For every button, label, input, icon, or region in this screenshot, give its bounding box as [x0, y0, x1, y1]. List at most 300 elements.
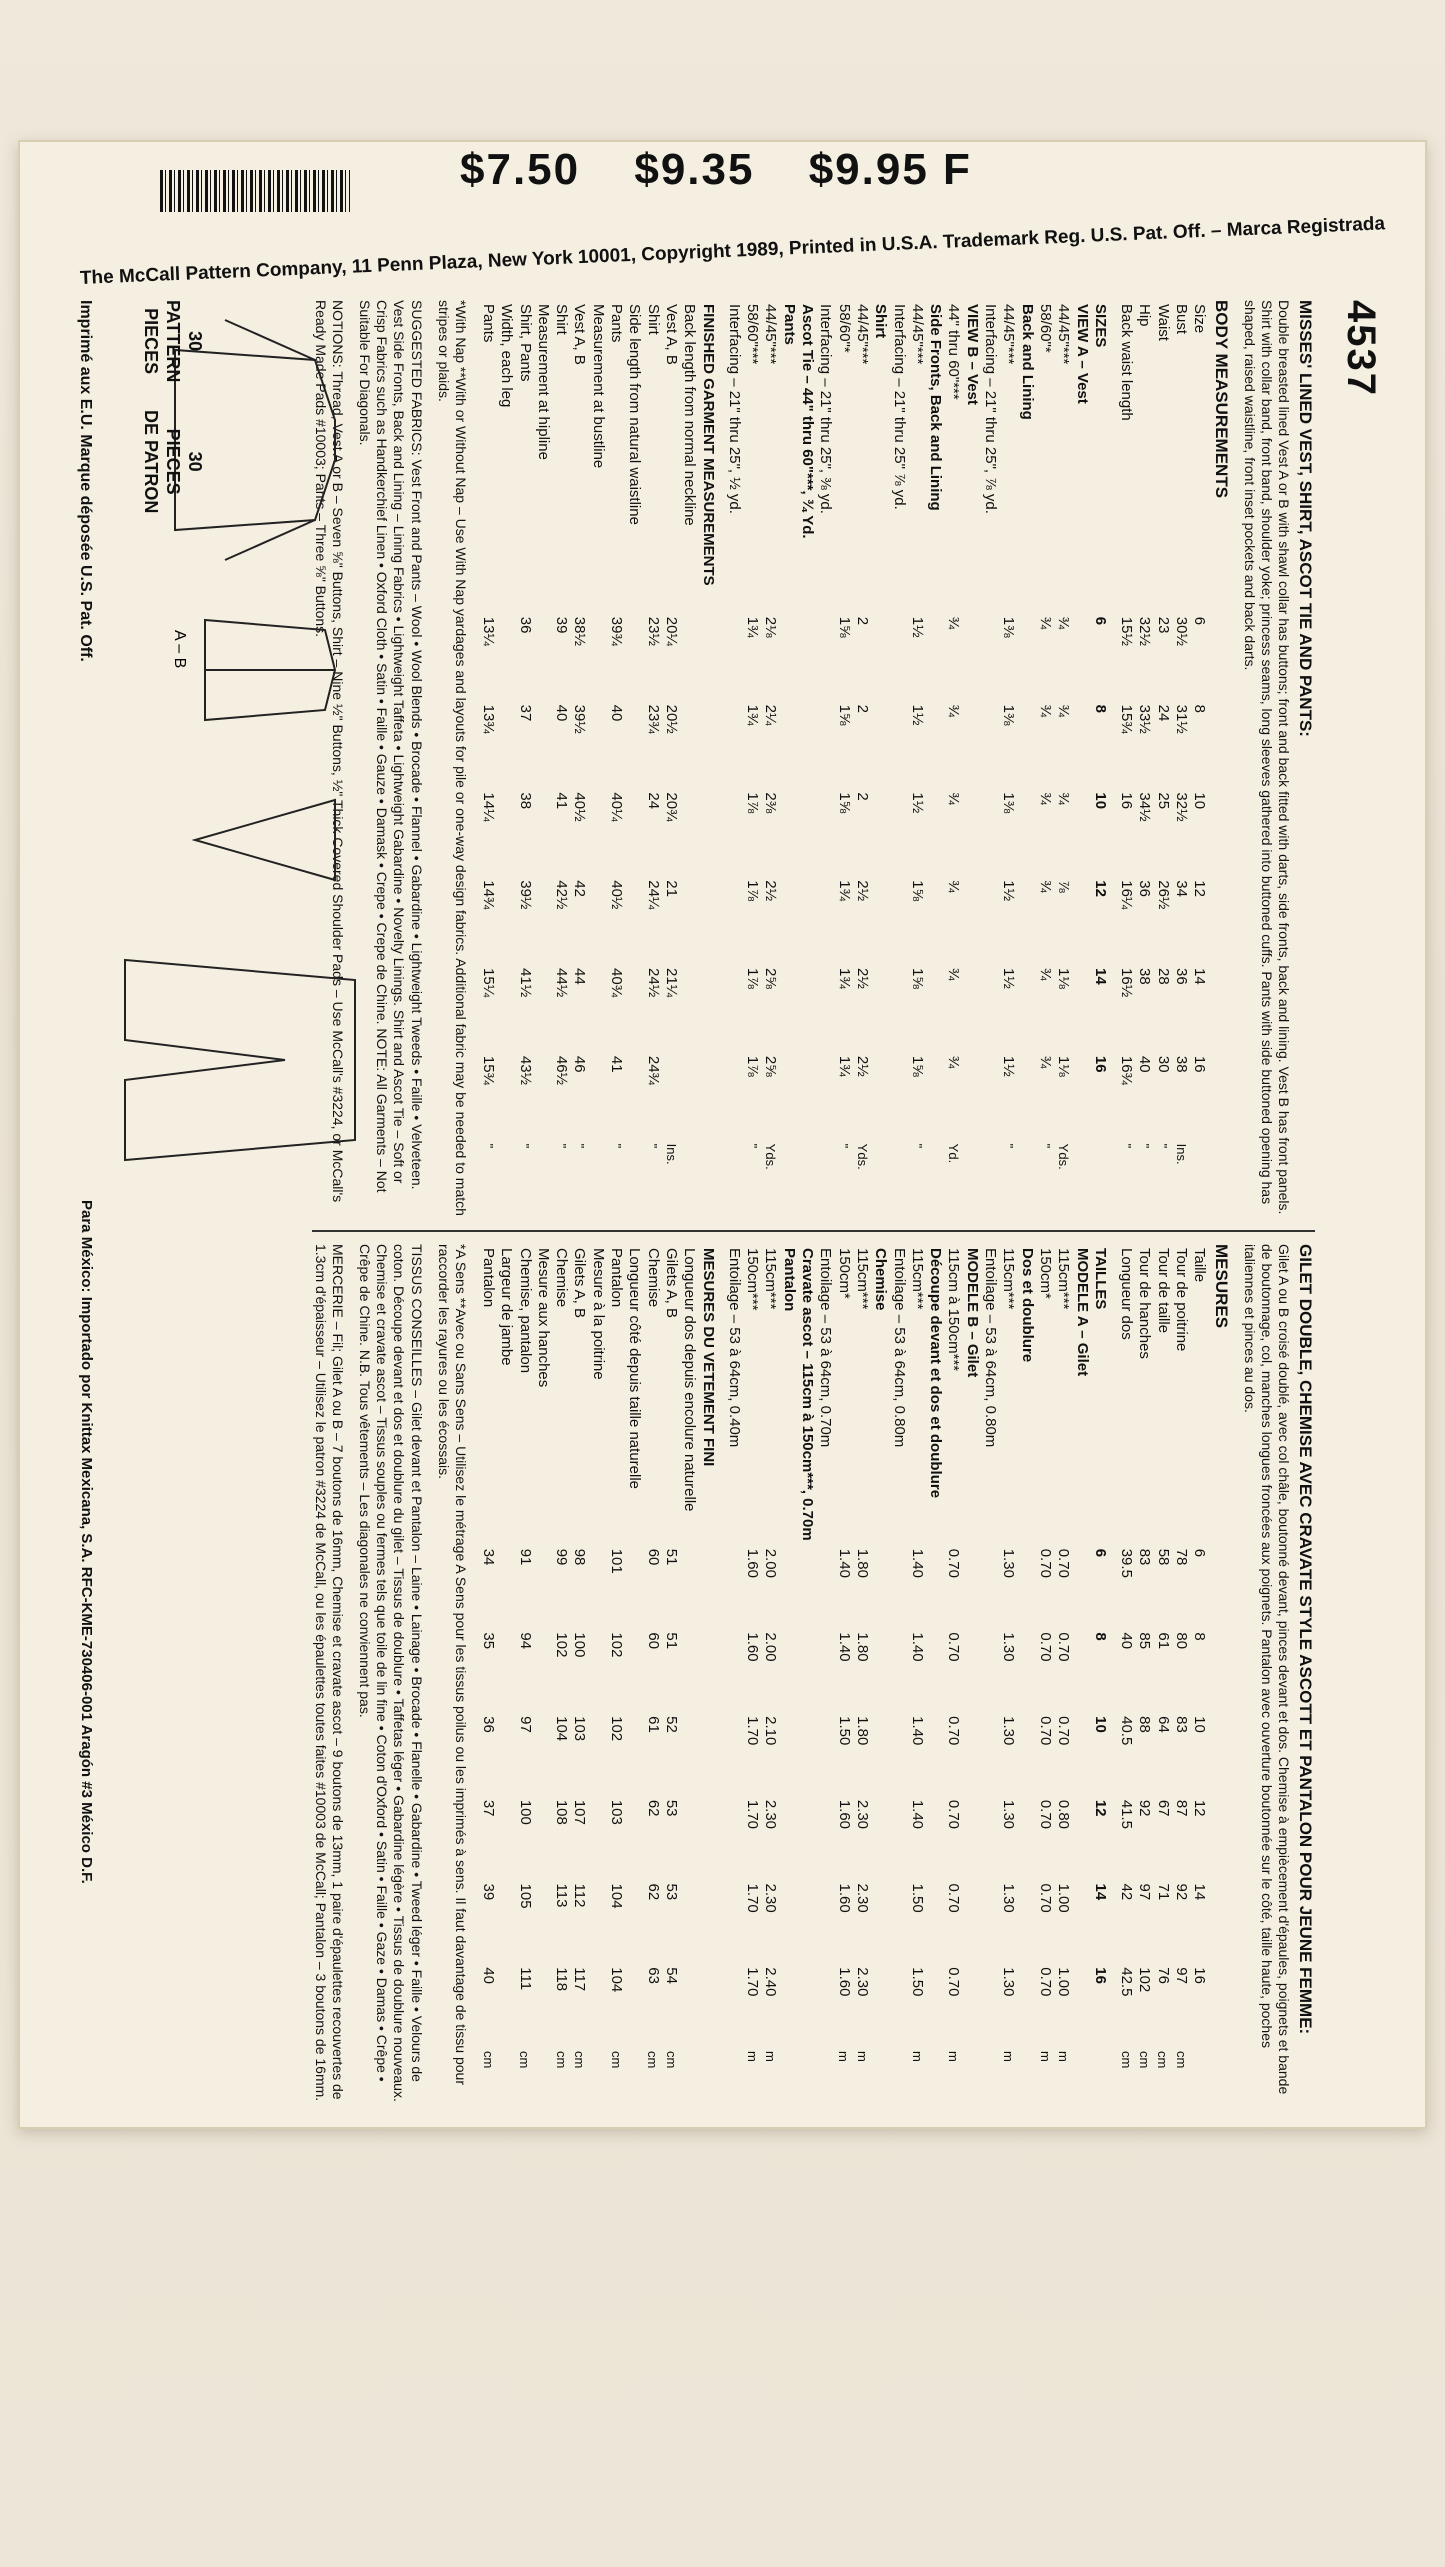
- row-value: 34½: [1136, 792, 1154, 822]
- row-value: [962, 876, 980, 964]
- row-value: 58: [1154, 1548, 1172, 1566]
- row-value: 0.70: [1036, 1632, 1054, 1662]
- row-label: Pantalon: [780, 1248, 798, 1312]
- row-value: [1072, 701, 1090, 789]
- row-value: 2: [853, 704, 871, 713]
- row-value: 102: [608, 1632, 626, 1658]
- measurement-row: [1153, 300, 1171, 1220]
- row-value: [698, 1052, 724, 1140]
- row-value: [625, 1545, 643, 1629]
- french-body-header: MESURES: [1212, 1244, 1232, 1329]
- row-value: 2⅜: [762, 792, 780, 814]
- row-label: Interfacing – 21" thru 25", ⅜ yd.: [817, 304, 835, 514]
- row-unit: [816, 1140, 834, 1220]
- row-value: 2.30: [853, 1967, 871, 1997]
- row-label: Measurement at hipline: [534, 304, 552, 460]
- row-value: ¾: [1036, 616, 1054, 630]
- row-label: VIEW B – Vest: [963, 304, 981, 405]
- row-value: 41: [553, 792, 571, 810]
- row-value: 97: [1173, 1967, 1190, 1984]
- row-unit: [680, 2047, 698, 2104]
- row-value: [625, 1796, 643, 1880]
- row-label: Side length from natural waistline: [626, 304, 644, 525]
- row-value: [589, 876, 607, 964]
- row-value: [1072, 964, 1090, 1052]
- row-value: [871, 1712, 889, 1796]
- row-value: 1⅝: [835, 616, 853, 638]
- row-value: [534, 964, 552, 1052]
- row-value: 2½: [762, 880, 780, 902]
- row-unit: m: [909, 2050, 925, 2062]
- row-value: [816, 1796, 834, 1880]
- row-value: [497, 1712, 515, 1796]
- row-value: [725, 1880, 743, 1964]
- row-value: 0.70: [1055, 1716, 1073, 1746]
- row-value: 2.30: [762, 1799, 780, 1830]
- row-value: 102: [1136, 1967, 1154, 1993]
- row-value: 102: [608, 1716, 626, 1742]
- pieces-label-2: PIECES: [141, 308, 162, 375]
- pieces-label-fr-1: PIECES: [163, 428, 184, 495]
- row-value: [962, 1880, 980, 1964]
- row-value: 34: [480, 1548, 498, 1566]
- row-value: [798, 788, 816, 876]
- row-value: [816, 964, 834, 1052]
- measurement-row: [1172, 300, 1190, 1220]
- row-value: 1.40: [835, 1632, 853, 1662]
- row-value: [1072, 1712, 1090, 1796]
- measurement-row: [662, 300, 680, 1220]
- row-label: Cravate ascot – 115cm à 150cm***, 0.70m: [799, 1248, 817, 1541]
- row-value: 46½: [553, 1055, 571, 1086]
- measurement-row: [1091, 1244, 1117, 2104]
- row-unit: m: [854, 2050, 870, 2062]
- row-value: 118: [553, 1967, 571, 1992]
- row-value: 78: [1173, 1548, 1190, 1566]
- row-label: Chemise: [872, 1248, 890, 1311]
- row-label: 44/45"***: [853, 304, 871, 365]
- row-value: [1072, 876, 1090, 964]
- row-label: Mesure aux hanches: [534, 1248, 552, 1388]
- row-unit: Yd.: [946, 1143, 962, 1164]
- row-unit: [1017, 1140, 1035, 1220]
- row-value: [926, 613, 944, 701]
- measurement-row: [479, 1244, 497, 2104]
- row-value: [680, 613, 698, 701]
- row-value: [1072, 1963, 1090, 2047]
- row-label: Interfacing – 21" thru 25", ⅞ yd.: [982, 304, 1000, 514]
- row-value: 63: [644, 1967, 662, 1984]
- french-fabrics: TISSUS CONSEILLES – Gilet devant et Pantalon – Laine • Lainage • Brocade • Flanelle • Gabardine • Tweed léger • Faille • Velours de coton. Découpe devant et dos et doublure du gilet – Tissus de doublure • Taffetas léger • Gabardine légère • Tissus de doublure nouveaux. Chemise et cravate ascot – Tissus souples ou fermes tels que toile de lin fine • Coton d'Oxford • Satin • Faille • Gaze • Damas • Crêpe • Crêpe de Chine. N.B. Tous vêtements – Les diagonales ne conviennent pas.: [357, 1244, 425, 2102]
- row-value: 39½: [571, 704, 589, 734]
- measurement-row: [662, 1244, 680, 2104]
- row-label: Waist: [1154, 304, 1172, 341]
- row-label: 150cm***: [744, 1248, 762, 1311]
- row-value: 53: [662, 1799, 680, 1817]
- row-value: 15½: [1118, 616, 1136, 646]
- row-value: ¾: [945, 704, 963, 718]
- pattern-number: 4537: [1339, 300, 1383, 397]
- row-value: [725, 1796, 743, 1880]
- row-value: 60: [644, 1632, 662, 1650]
- row-value: 62: [644, 1799, 662, 1817]
- row-value: 39: [553, 616, 571, 634]
- row-value: 1¾: [835, 1055, 853, 1077]
- row-value: 14¾: [480, 880, 498, 910]
- row-unit: ": [517, 1143, 533, 1149]
- row-value: 1.60: [835, 1967, 853, 1997]
- row-value: 38: [1136, 968, 1154, 985]
- row-value: [725, 1712, 743, 1796]
- row-value: [1072, 1545, 1090, 1629]
- row-value: [889, 1963, 907, 2047]
- row-value: 2½: [853, 880, 871, 902]
- row-value: 99: [553, 1548, 571, 1566]
- company-line: The McCall Pattern Company, 11 Penn Plaza, New York 10001, Copyright 1989, Printed in U.S.A. Trademark Reg. U.S. Pat. Off. – Marca Registrada: [79, 213, 1386, 289]
- row-label: Back waist length: [1118, 304, 1136, 421]
- row-value: [816, 876, 834, 964]
- measurement-row: [552, 300, 570, 1220]
- row-unit: [871, 2047, 889, 2104]
- row-value: 13¾: [480, 704, 498, 734]
- row-unit: [625, 1140, 643, 1220]
- row-value: [962, 1052, 980, 1140]
- measurement-row: [816, 1244, 834, 2104]
- measurement-row: [926, 1244, 944, 2104]
- row-unit: [625, 2047, 643, 2104]
- row-label: Mesure à la poitrine: [589, 1248, 607, 1380]
- row-unit: [497, 2047, 515, 2104]
- row-value: 40½: [608, 880, 626, 910]
- row-value: 20¾: [662, 792, 680, 822]
- row-unit: m: [744, 2050, 760, 2062]
- row-unit: [1190, 2047, 1208, 2104]
- row-value: [962, 1796, 980, 1880]
- row-value: 100: [571, 1632, 589, 1658]
- row-value: 60: [644, 1548, 662, 1566]
- row-value: 23¾: [644, 704, 662, 734]
- row-label: Back and Lining: [1018, 304, 1036, 420]
- row-value: 2½: [853, 968, 871, 989]
- row-value: 42: [571, 880, 589, 897]
- row-value: 14¼: [480, 792, 498, 822]
- measurement-row: [1091, 300, 1117, 1220]
- row-value: [926, 1545, 944, 1629]
- row-unit: ": [1001, 1143, 1017, 1149]
- row-value: [698, 701, 724, 789]
- row-value: [680, 788, 698, 876]
- row-value: [625, 1628, 643, 1712]
- row-value: 30½: [1173, 616, 1190, 646]
- row-value: [589, 1628, 607, 1712]
- row-value: 76: [1154, 1967, 1172, 1984]
- row-value: 94: [516, 1632, 534, 1650]
- row-value: [981, 1880, 999, 1964]
- row-value: [981, 1712, 999, 1796]
- measurement-row: [1117, 300, 1135, 1220]
- row-label: Taille: [1191, 1248, 1209, 1283]
- row-value: [926, 1880, 944, 1964]
- row-unit: [798, 2047, 816, 2104]
- row-unit: [889, 1140, 907, 1220]
- row-value: 24¾: [644, 1055, 662, 1086]
- row-value: 1½: [908, 616, 926, 638]
- row-value: 61: [1154, 1632, 1172, 1650]
- row-value: 100: [516, 1799, 534, 1825]
- pattern-pieces-count: [139, 300, 205, 382]
- row-value: [871, 1545, 889, 1629]
- row-value: 83: [1136, 1548, 1154, 1566]
- row-unit: [779, 2047, 797, 2104]
- row-value: [889, 1712, 907, 1796]
- row-unit: [962, 1140, 980, 1220]
- row-label: Dos et doublure: [1018, 1248, 1036, 1363]
- row-value: 1¾: [744, 704, 762, 726]
- row-value: [816, 613, 834, 701]
- french-notions: MERCERIE – Fil; Gilet A ou B – 7 boutons de 16mm, Chemise et cravate ascot – 9 boutons de 13mm, 1 paire d'épaulettes recouvertes de 1.3cm d'épaisseur – Utilisez le patron #3224 de McCall, ou les épaulettes toutes faites #10003 de McCall; Pantalon – 3 boutons de 16mm.: [313, 1244, 347, 2102]
- row-value: [779, 1052, 797, 1140]
- row-value: 85: [1136, 1632, 1154, 1650]
- row-value: [1072, 788, 1090, 876]
- row-label: Shirt: [872, 304, 890, 339]
- row-value: [534, 1052, 552, 1140]
- row-value: [981, 1052, 999, 1140]
- row-value: 113: [553, 1883, 571, 1908]
- row-value: [871, 613, 889, 701]
- measurement-row: [643, 300, 661, 1220]
- row-value: 16: [1118, 792, 1136, 810]
- row-value: [698, 964, 724, 1052]
- row-unit: ": [744, 1143, 760, 1149]
- row-value: 0.70: [1036, 1967, 1054, 1997]
- row-label: Longueur dos: [1118, 1248, 1136, 1340]
- row-value: 10: [1091, 792, 1109, 810]
- row-value: 15¼: [480, 968, 498, 998]
- row-unit: m: [946, 2050, 962, 2062]
- measurement-row: [1072, 1244, 1090, 2104]
- row-value: [981, 1545, 999, 1629]
- row-value: 1.50: [908, 1883, 926, 1913]
- row-value: [981, 1796, 999, 1880]
- row-unit: cm: [663, 2050, 679, 2069]
- row-value: [926, 701, 944, 789]
- row-unit: m: [836, 2050, 852, 2062]
- row-value: [625, 1712, 643, 1796]
- row-label: Pantalon: [480, 1248, 498, 1308]
- row-value: 2.30: [853, 1799, 871, 1830]
- row-value: 0.70: [1036, 1799, 1054, 1830]
- row-value: [962, 1963, 980, 2047]
- row-value: [871, 788, 889, 876]
- row-value: [926, 964, 944, 1052]
- row-unit: ": [1037, 1143, 1053, 1149]
- row-value: 2½: [853, 1055, 871, 1077]
- row-value: [779, 1545, 797, 1629]
- row-value: 2.30: [762, 1883, 780, 1913]
- row-unit: Ins.: [663, 1143, 679, 1165]
- row-value: 0.80: [1055, 1799, 1073, 1830]
- row-unit: ": [553, 1143, 569, 1149]
- row-value: 39¾: [608, 616, 626, 646]
- row-value: [1072, 1796, 1090, 1880]
- row-value: ¾: [1055, 792, 1073, 805]
- measurement-row: [908, 300, 926, 1220]
- row-unit: m: [763, 2050, 779, 2062]
- row-label: Shirt, Pants: [516, 304, 534, 382]
- row-value: 32½: [1173, 792, 1190, 822]
- row-value: [698, 876, 724, 964]
- measurement-row: [743, 1244, 761, 2104]
- row-value: [680, 1052, 698, 1140]
- row-value: 37: [480, 1799, 498, 1817]
- row-value: [534, 788, 552, 876]
- row-label: 115cm***: [762, 1248, 780, 1310]
- printed-in-footer: Imprimé aux E.U. Marque déposée U.S. Pat. Off.: [77, 300, 94, 662]
- row-unit: Ins.: [1173, 1143, 1189, 1165]
- row-value: 38½: [571, 616, 589, 646]
- measurement-row: [625, 300, 643, 1220]
- row-unit: [926, 2047, 944, 2104]
- row-value: [534, 1628, 552, 1712]
- row-value: [1017, 1712, 1035, 1796]
- row-unit: ": [1118, 1143, 1134, 1149]
- row-value: [1017, 701, 1035, 789]
- row-label: VIEW A – Vest: [1073, 304, 1091, 404]
- row-value: [589, 788, 607, 876]
- row-value: [725, 1052, 743, 1140]
- row-value: [962, 1545, 980, 1629]
- row-unit: [779, 1140, 797, 1220]
- row-value: 34: [1173, 880, 1190, 897]
- row-value: 1⅛: [1055, 968, 1073, 989]
- row-value: 20½: [662, 704, 680, 734]
- row-value: ¾: [1036, 792, 1054, 805]
- row-value: [497, 1545, 515, 1629]
- row-unit: cm: [572, 2050, 588, 2069]
- row-label: Gilets A, B: [662, 1248, 680, 1319]
- measurement-row: [1054, 300, 1072, 1220]
- row-label: 115cm***: [1055, 1248, 1073, 1310]
- row-value: [798, 1880, 816, 1964]
- row-unit: ": [1155, 1143, 1171, 1149]
- french-column: [312, 1230, 1315, 2104]
- row-value: [589, 1796, 607, 1880]
- measurement-row: [607, 1244, 625, 2104]
- row-value: 51: [662, 1632, 680, 1650]
- row-value: [534, 701, 552, 789]
- row-value: 80: [1173, 1632, 1190, 1650]
- row-label: Interfacing – 21" thru 25" ⅞ yd.: [890, 304, 908, 510]
- row-value: 52: [662, 1716, 680, 1733]
- row-value: [625, 876, 643, 964]
- row-unit: cm: [1118, 2050, 1134, 2069]
- row-value: [725, 964, 743, 1052]
- row-value: [816, 1545, 834, 1629]
- row-value: 12: [1191, 880, 1209, 897]
- row-value: 2: [853, 792, 871, 801]
- measurement-row: [515, 1244, 533, 2104]
- row-value: 40: [553, 704, 571, 722]
- row-value: 1⅜: [1000, 704, 1018, 726]
- row-value: 91: [516, 1548, 534, 1566]
- row-label: 58/60"***: [744, 304, 762, 365]
- row-value: 87: [1173, 1799, 1190, 1817]
- row-value: ¾: [1036, 968, 1054, 981]
- measurement-row: [497, 300, 515, 1220]
- row-value: 2.30: [853, 1883, 871, 1913]
- row-unit: [534, 1140, 552, 1220]
- row-value: [981, 964, 999, 1052]
- row-label: Entoilage – 53 à 64cm, 0.40m: [725, 1248, 743, 1448]
- row-value: 1.30: [1000, 1716, 1018, 1746]
- row-value: 1⅞: [744, 1055, 762, 1077]
- measurement-row: [680, 300, 698, 1220]
- measurement-row: [589, 300, 607, 1220]
- row-value: 44: [571, 968, 589, 985]
- row-value: ¾: [1055, 704, 1073, 718]
- measurement-row: [889, 300, 907, 1220]
- row-value: 1⅛: [1055, 1055, 1073, 1077]
- row-label: Shirt: [644, 304, 662, 335]
- row-value: [1072, 613, 1090, 701]
- row-value: [497, 1880, 515, 1964]
- row-value: [779, 1796, 797, 1880]
- row-value: 111: [516, 1967, 534, 1991]
- measurement-row: [761, 1244, 779, 2104]
- rotated-back-panel: [35, 300, 1385, 2110]
- row-value: [926, 1796, 944, 1880]
- row-value: 40: [608, 704, 626, 722]
- row-value: ¾: [945, 968, 963, 981]
- row-value: [926, 1052, 944, 1140]
- row-value: 108: [553, 1799, 571, 1825]
- row-value: 36: [480, 1716, 498, 1733]
- measurement-row: [1036, 300, 1054, 1220]
- row-value: ¾: [945, 792, 963, 805]
- row-value: [779, 613, 797, 701]
- measurement-row: [643, 1244, 661, 2104]
- row-value: [625, 1880, 643, 1964]
- row-value: [534, 613, 552, 701]
- row-value: 54: [662, 1967, 680, 1984]
- row-value: 40¼: [608, 792, 626, 822]
- pieces-label-1: PATTERN: [163, 300, 184, 383]
- row-value: 104: [608, 1883, 626, 1909]
- row-value: [698, 1880, 724, 1964]
- row-label: Width, each leg: [498, 304, 516, 408]
- row-value: [698, 1628, 724, 1712]
- measurement-row: [1117, 1244, 1135, 2104]
- measurement-row: [871, 1244, 889, 2104]
- measurement-row: [534, 300, 552, 1220]
- row-value: [871, 1628, 889, 1712]
- row-value: [889, 1628, 907, 1712]
- row-value: [798, 1796, 816, 1880]
- row-value: [725, 1963, 743, 2047]
- row-value: [625, 964, 643, 1052]
- measurement-row: [816, 300, 834, 1220]
- row-value: 1½: [908, 792, 926, 814]
- row-value: [680, 964, 698, 1052]
- row-value: 30: [1154, 1055, 1172, 1073]
- pieces-label-fr-2: DE PATRON: [141, 410, 162, 514]
- row-value: [725, 1628, 743, 1712]
- row-value: [1017, 1052, 1035, 1140]
- row-value: 2.00: [762, 1548, 780, 1578]
- row-value: 14: [1191, 1883, 1209, 1901]
- row-value: [798, 701, 816, 789]
- row-value: 43½: [516, 1055, 534, 1086]
